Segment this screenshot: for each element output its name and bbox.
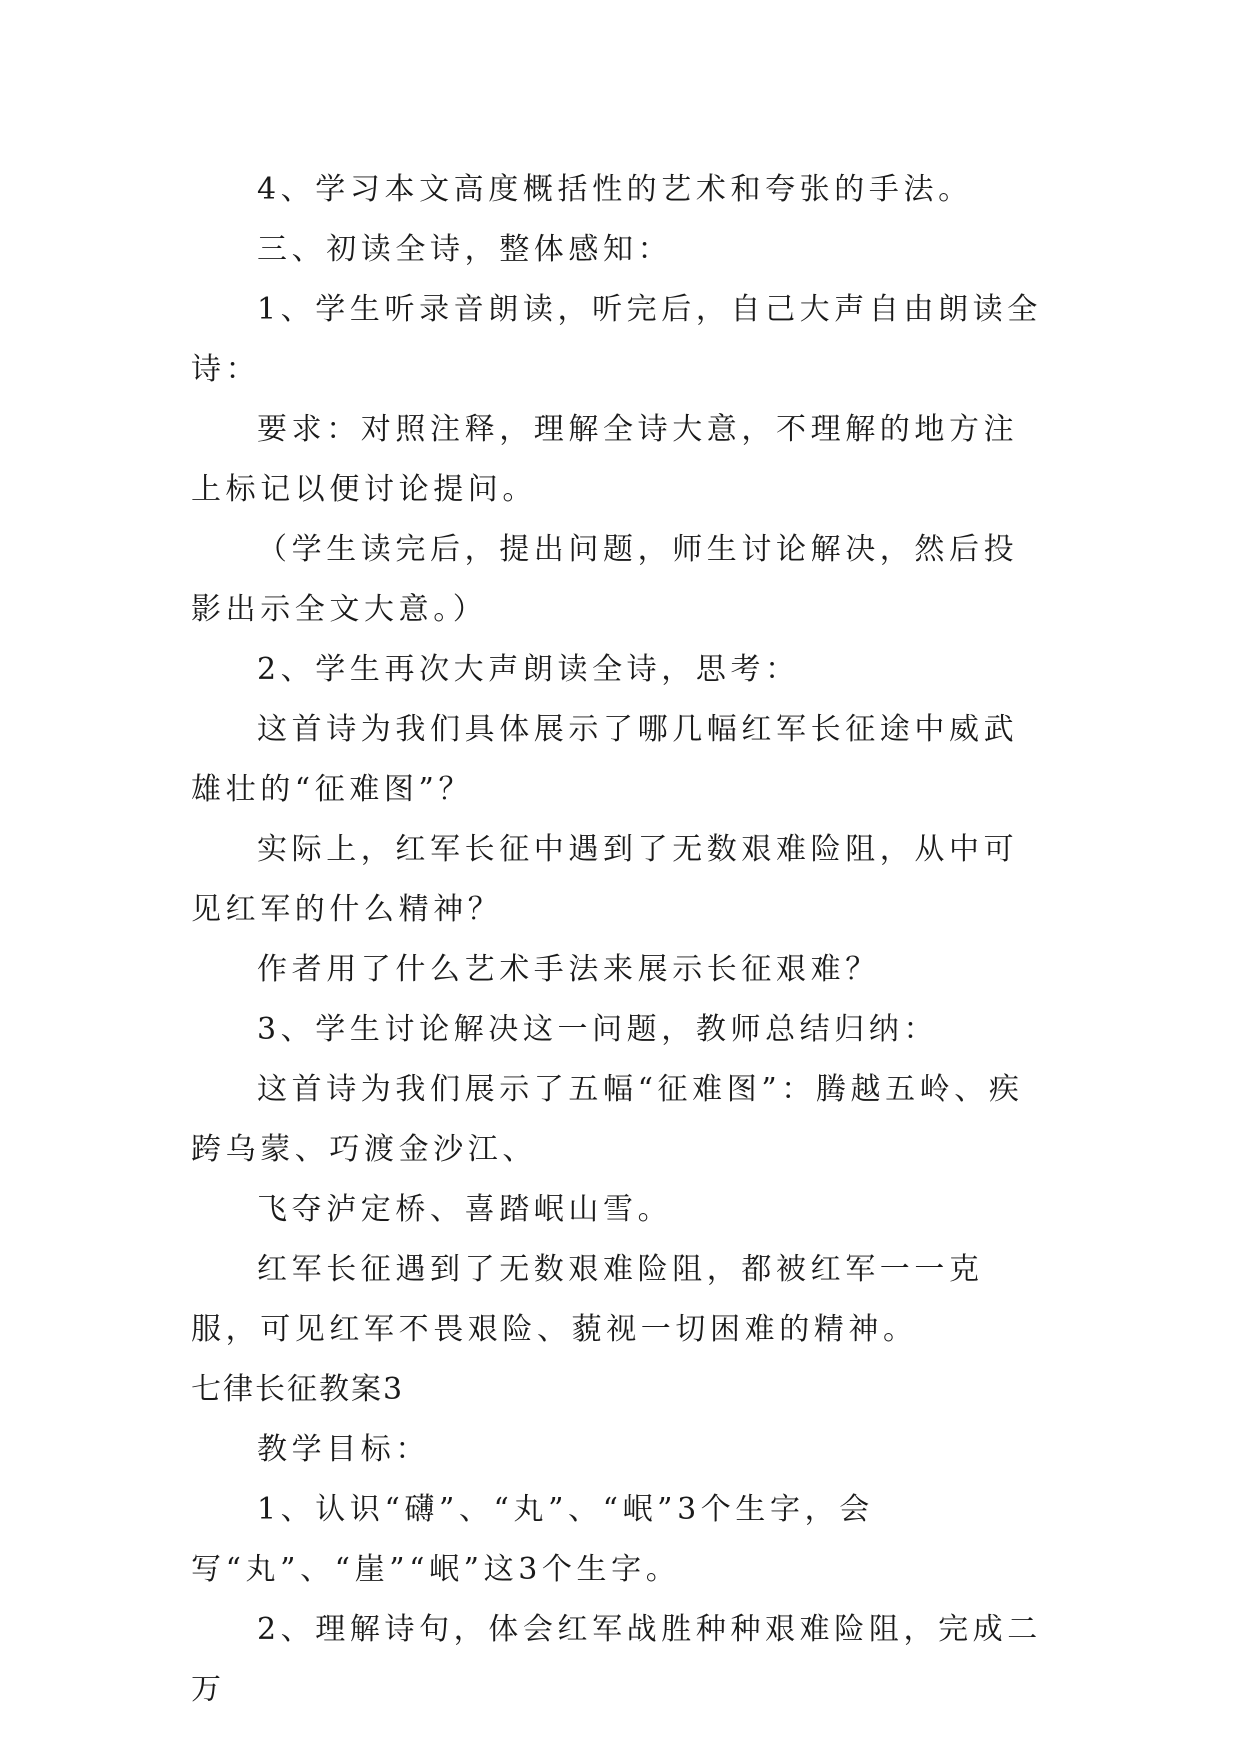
paragraph-note: （学生读完后，提出问题，师生讨论解决，然后投影出示全文大意。） [191, 532, 1019, 627]
paragraph-step-1: 1、学生听录音朗读，听完后，自己大声自由朗读全诗： [191, 292, 1042, 387]
paragraph-question-1: 这首诗为我们具体展示了哪几幅红军长征途中威武雄壮的“征难图”？ [191, 712, 1019, 807]
paragraph-step-3: 3、学生讨论解决这一问题，教师总结归纳： [257, 1012, 939, 1047]
paragraph-answer-2: 红军长征遇到了无数艰难险阻，都被红军一一克服，可见红军不畏艰险、藐视一切困难的精神。 [191, 1252, 984, 1347]
paragraph-goal-2: 2、理解诗句，体会红军战胜种种艰难险阻，完成二万 [191, 1612, 1042, 1707]
paragraph-teaching-goals: 教学目标： [257, 1432, 430, 1467]
paragraph-step-2: 2、学生再次大声朗读全诗，思考： [257, 652, 800, 687]
paragraph-requirement: 要求：对照注释，理解全诗大意，不理解的地方注上标记以便讨论提问。 [191, 412, 1019, 507]
paragraph-answer-1-cont: 飞夺泸定桥、喜踏岷山雪。 [257, 1192, 673, 1227]
paragraph-answer-1: 这首诗为我们展示了五幅“征难图”：腾越五岭、疾跨乌蒙、巧渡金沙江、 [191, 1072, 1024, 1167]
document-body [191, 160, 1051, 1720]
paragraph-question-3: 作者用了什么艺术手法来展示长征艰难？ [257, 952, 880, 987]
paragraph-goal-1: 1、认识“礴”、“丸”、“岷”3个生字，会写“丸”、“崖”“岷”这3个生字。 [191, 1492, 874, 1587]
paragraph-question-2: 实际上，红军长征中遇到了无数艰难险阻，从中可见红军的什么精神？ [191, 832, 1019, 927]
paragraph-section-3-heading: 三、初读全诗，整体感知： [257, 232, 673, 267]
section-title: 七律长征教案3 [191, 1372, 405, 1407]
paragraph-objective-4: 4、学习本文高度概括性的艺术和夸张的手法。 [257, 172, 973, 207]
